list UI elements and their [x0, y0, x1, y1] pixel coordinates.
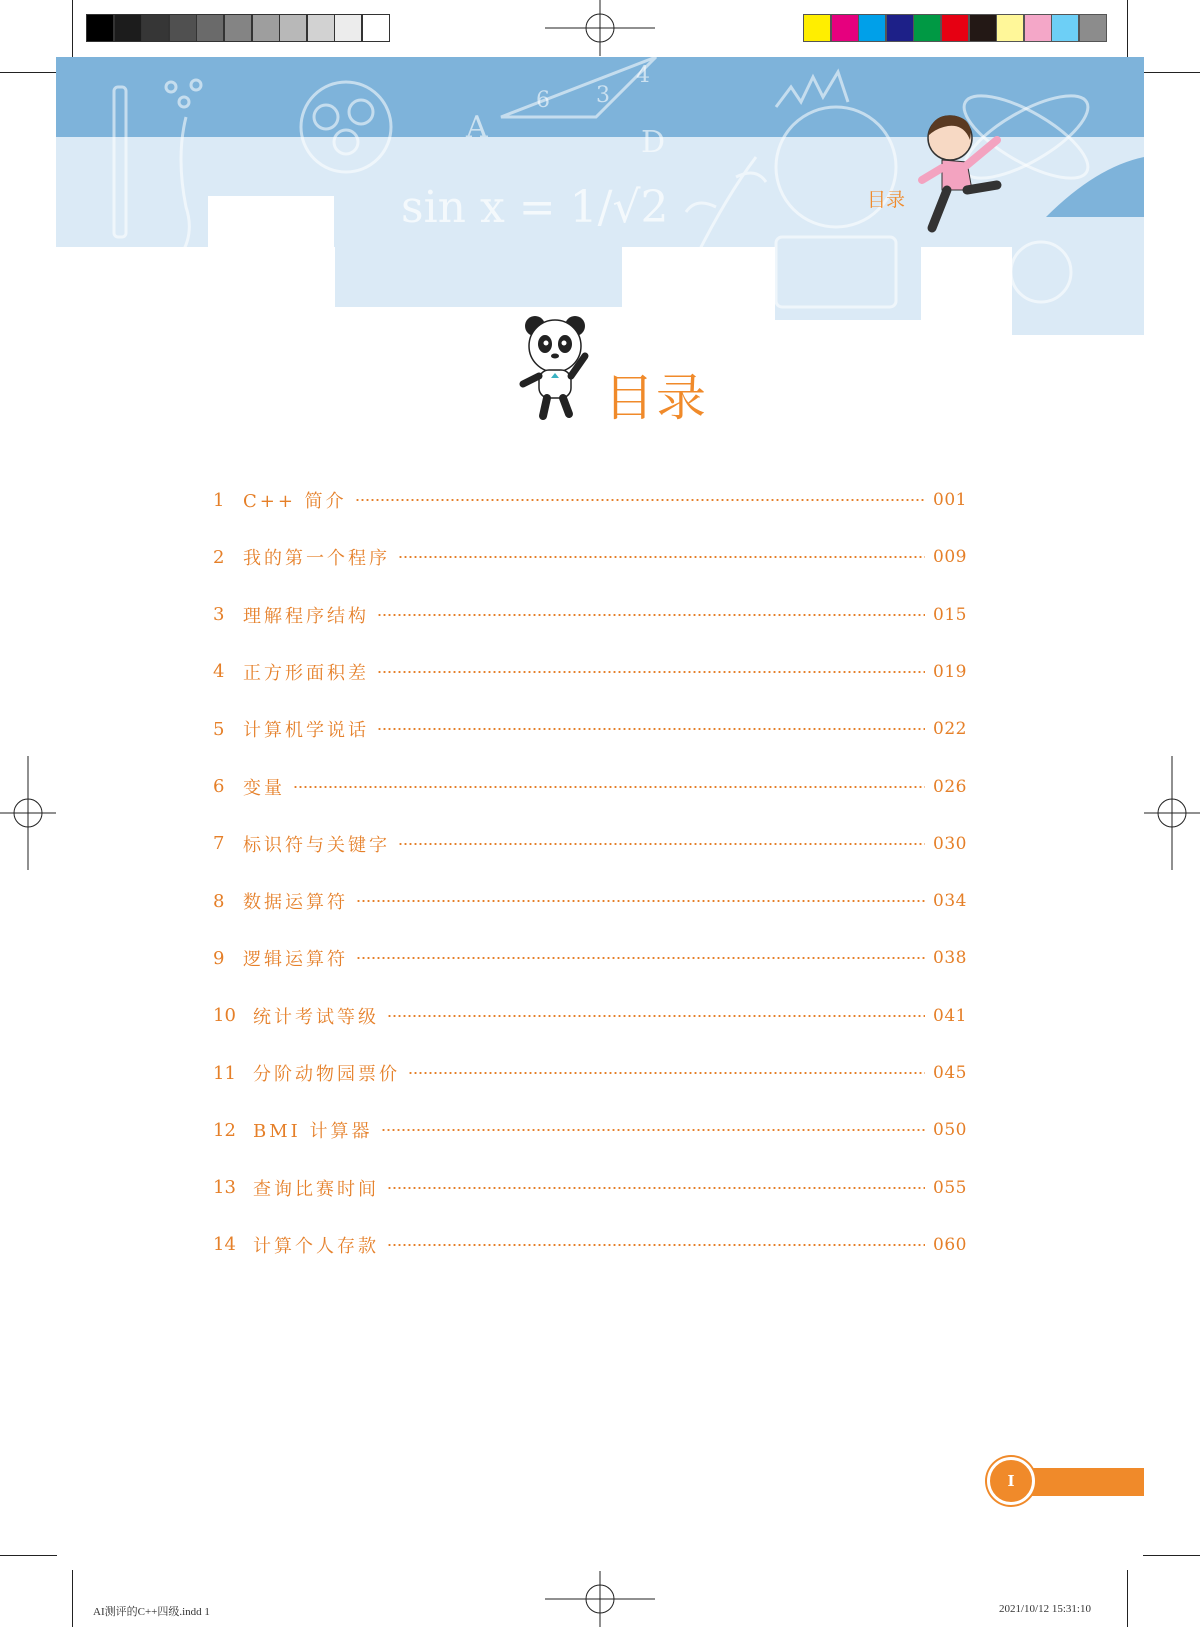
color-swatch: [831, 14, 859, 42]
toc-entry-page: 038: [933, 948, 967, 969]
toc-entry-number: 12: [213, 1119, 236, 1141]
toc-leader-dots: [377, 614, 925, 616]
toc-entry-number: 11: [213, 1062, 236, 1084]
gray-swatch: [114, 14, 142, 42]
toc-entry-title: 分阶动物园票价: [253, 1064, 400, 1085]
toc-entry-number: 3: [213, 604, 225, 626]
toc-entry-number: 9: [213, 947, 225, 969]
toc-entry[interactable]: [213, 1058, 967, 1088]
toc-entry-page: 009: [933, 547, 967, 568]
toc-entry-title: 计算个人存款: [253, 1235, 379, 1257]
color-swatch: [1024, 14, 1052, 42]
toc-leader-dots: [387, 1244, 925, 1246]
toc-entry-number: 14: [213, 1234, 236, 1256]
color-swatch: [996, 14, 1024, 42]
toc-entry-page: 015: [933, 604, 967, 625]
toc-entry-title: 统计考试等级: [253, 1006, 379, 1028]
toc-leader-dots: [356, 957, 925, 959]
toc-entry-number: 13: [213, 1177, 236, 1199]
page-title: 目录: [604, 369, 708, 427]
registration-mark-bottom: [545, 1571, 655, 1627]
svg-text:A: A: [466, 110, 488, 145]
running-boy-illustration: [912, 110, 1022, 240]
color-swatch: [858, 14, 886, 42]
gray-swatch: [307, 14, 335, 42]
color-swatch: [1079, 14, 1107, 42]
chapter-tag: 目录: [867, 189, 906, 211]
toc-entry-title: 变量: [243, 777, 285, 799]
gray-swatch: [252, 14, 280, 42]
toc-entry[interactable]: [213, 1115, 967, 1145]
toc-entry-page: 060: [933, 1234, 967, 1255]
toc-entry-page: 001: [933, 490, 967, 510]
color-swatch: [886, 14, 914, 42]
toc-entry-page: 019: [933, 661, 967, 682]
svg-text:D: D: [641, 125, 666, 160]
toc-entry[interactable]: [213, 1001, 967, 1031]
panda-mascot-illustration: [515, 312, 595, 422]
color-swatch: [941, 14, 969, 42]
color-swatch: [803, 14, 831, 42]
toc-entry-title: C++ 简介: [243, 491, 347, 512]
toc-entry-title: 数据运算符: [243, 892, 348, 914]
page-number-badge: I: [987, 1457, 1035, 1505]
toc-entry-number: 8: [213, 890, 225, 912]
toc-entry-title: 我的第一个程序: [243, 548, 390, 570]
gray-swatch: [224, 14, 252, 42]
gray-swatch: [86, 14, 114, 42]
gray-swatch: [141, 14, 169, 42]
toc-entry-title: BMI 计算器: [253, 1121, 373, 1143]
gray-swatch: [196, 14, 224, 42]
print-timestamp: 2021/10/12 15:31:10: [999, 1603, 1091, 1615]
toc-entry[interactable]: [213, 542, 967, 572]
toc-entry-title: 查询比赛时间: [253, 1178, 379, 1200]
toc-leader-dots: [398, 843, 925, 845]
gray-swatch: [362, 14, 390, 42]
toc-entry-number: 1: [213, 489, 225, 511]
toc-entry-page: 022: [933, 719, 967, 740]
toc-entry[interactable]: [213, 600, 967, 630]
toc-leader-dots: [398, 556, 925, 558]
toc-entry-title: 计算机学说话: [243, 720, 369, 742]
toc-entry-title: 标识符与关键字: [243, 834, 390, 856]
toc-leader-dots: [387, 1187, 925, 1189]
toc-leader-dots: [355, 499, 925, 501]
file-slug: AI测评的C++四级.indd 1: [93, 1606, 210, 1618]
toc-leader-dots: [387, 1015, 925, 1017]
toc-entry-title: 正方形面积差: [243, 662, 369, 684]
color-swatch: [913, 14, 941, 42]
toc-entry-number: 2: [213, 546, 225, 568]
registration-mark-left: [0, 756, 56, 870]
toc-entry-page: 045: [933, 1063, 967, 1083]
gray-swatch: [169, 14, 197, 42]
toc-entry-title: 理解程序结构: [243, 605, 369, 627]
toc-entry-title: 逻辑运算符: [243, 949, 348, 971]
toc-leader-dots: [293, 786, 925, 788]
toc-entry-number: 5: [213, 718, 225, 740]
svg-text:4: 4: [636, 63, 650, 88]
toc-entry[interactable]: [213, 1173, 967, 1203]
toc-entry-page: 034: [933, 891, 967, 912]
toc-entry-page: 030: [933, 833, 967, 854]
toc-entry-number: 7: [213, 833, 225, 855]
toc-entry[interactable]: [213, 829, 967, 859]
color-swatch: [1051, 14, 1079, 42]
toc-entry[interactable]: [213, 943, 967, 973]
toc-entry-page: 041: [933, 1005, 967, 1026]
toc-leader-dots: [377, 671, 925, 673]
gray-swatch: [334, 14, 362, 42]
toc-entry-page: 055: [933, 1177, 967, 1198]
toc-leader-dots: [408, 1072, 925, 1074]
toc-leader-dots: [356, 900, 925, 902]
toc-entry-number: 6: [213, 776, 225, 797]
svg-text:6: 6: [536, 88, 550, 113]
toc-entry-page: 026: [933, 776, 967, 797]
toc-entry-number: 10: [213, 1005, 236, 1027]
toc-entry[interactable]: [213, 657, 967, 687]
svg-text:3: 3: [596, 83, 610, 108]
toc-entry[interactable]: [213, 1230, 967, 1260]
toc-entry-page: 050: [933, 1120, 967, 1141]
registration-mark-top: [545, 0, 655, 56]
toc-leader-dots: [381, 1129, 926, 1131]
gray-swatch: [279, 14, 307, 42]
toc-entry[interactable]: [213, 714, 967, 744]
toc-entry[interactable]: [213, 485, 967, 515]
toc-entry[interactable]: [213, 772, 967, 802]
toc-entry[interactable]: [213, 886, 967, 916]
registration-mark-right: [1144, 756, 1200, 870]
toc-entry-number: 4: [213, 661, 225, 683]
color-swatch: [969, 14, 997, 42]
toc-leader-dots: [377, 728, 925, 730]
svg-text:sin x = 1/√2: sin x = 1/√2: [401, 182, 669, 233]
